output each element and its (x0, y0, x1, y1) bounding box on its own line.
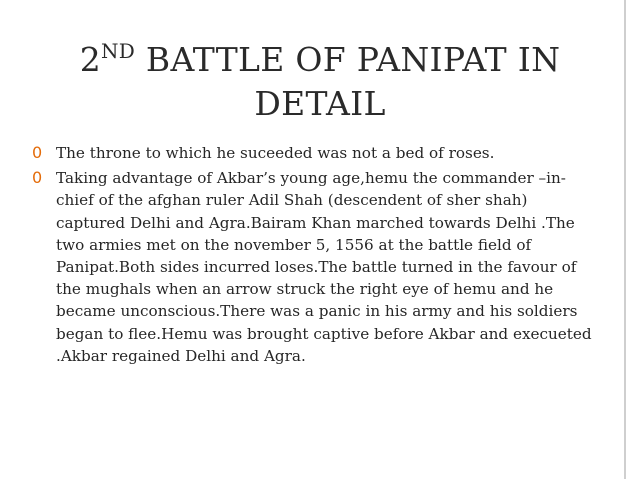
title-line-1 (40, 38, 600, 82)
title-line-2: DETAIL (254, 84, 386, 123)
border-line (624, 0, 626, 479)
slide-title (40, 38, 600, 126)
bullet-list (34, 142, 594, 370)
title-ordinal-suffix: ND (100, 39, 136, 63)
bullet-item (34, 167, 594, 367)
bullet-text: Taking advantage of Akbar’s young age,hemu the commander –in-chief of the afghan ruler Adil Shah (descendent of sher shah) captured Delhi and Agra.Bairam Khan marched towards Delhi .The two armies met on the november 5, 1556 at the battle field of Panipat.Both sides incurred loses.The battle turned in the favour of the mughals when an arrow struck the right eye of hemu and he became unconscious.There was a panic in his army and his soldiers began to flee.Hemu was brought captive before Akbar and execueted .Akbar regained Delhi and Agra. (56, 169, 592, 365)
title-line-1-text: BATTLE OF PANIPAT IN (135, 40, 561, 79)
bullet-marker-icon: 0 (32, 168, 43, 188)
title-number: 2 (79, 40, 101, 79)
slide-right-border (623, 0, 626, 479)
bullet-marker-icon: 0 (32, 143, 43, 162)
bullet-text: The throne to which he suceeded was not a bed of roses. (56, 144, 495, 162)
bullet-item (34, 142, 594, 164)
